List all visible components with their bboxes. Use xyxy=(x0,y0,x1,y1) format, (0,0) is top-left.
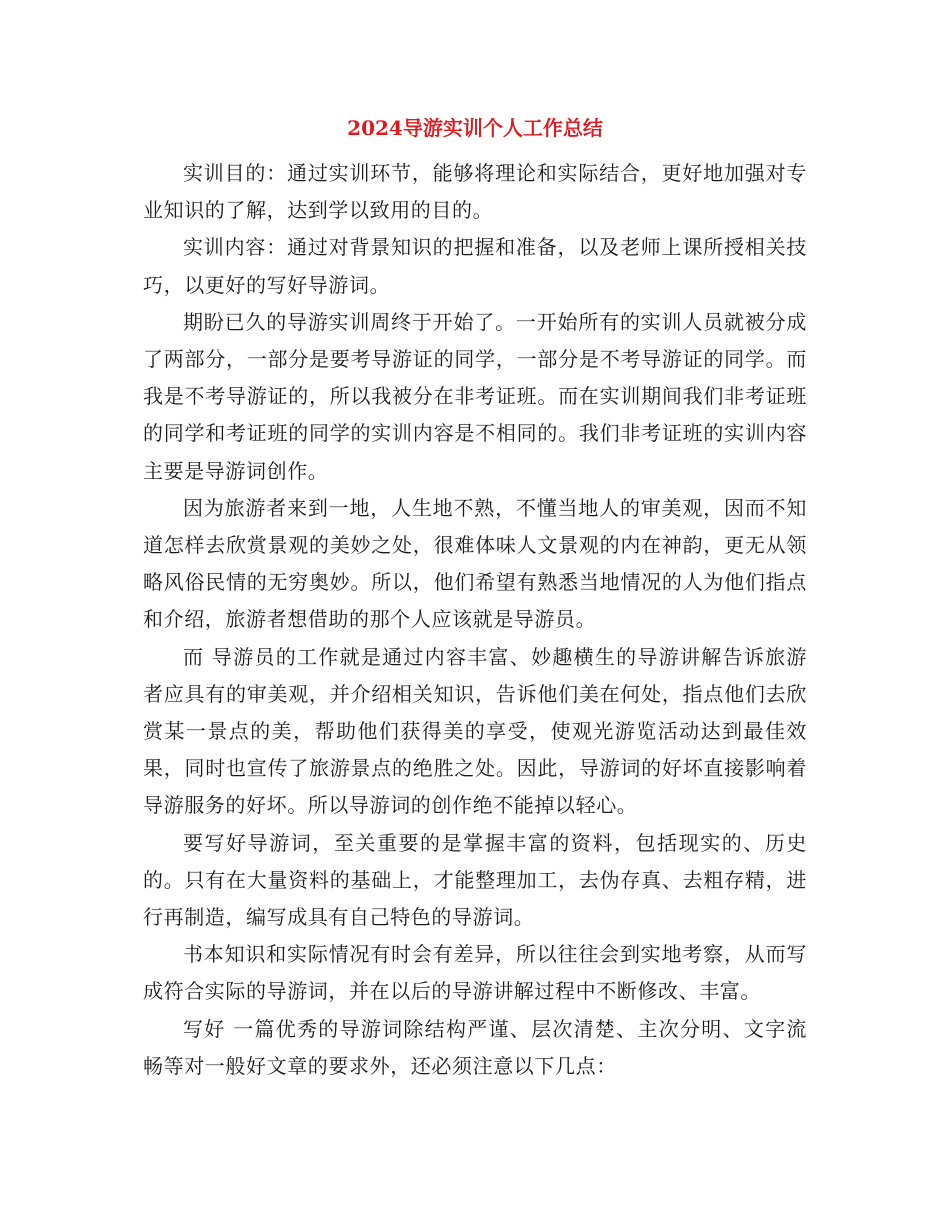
paragraph-purpose: 实训目的：通过实训环节，能够将理论和实际结合，更好地加强对专业知识的了解，达到学以致用的目的。 xyxy=(143,161,807,223)
paragraph-groups: 期盼已久的导游实训周终于开始了。一开始所有的实训人员就被分成了两部分，一部分是要考导游证的同学，一部分是不考导游证的同学。而我是不考导游证的，所以我被分在非考证班。而在实训期间我们非考证班的同学和考证班的同学的实训内容是不相同的。我们非考证班的实训内容主要是导游词创作。 xyxy=(143,309,807,483)
paragraph-content: 实训内容：通过对背景知识的把握和准备，以及老师上课所授相关技巧，以更好的写好导游词。 xyxy=(143,235,807,297)
paragraph-writing-tips: 写好 一篇优秀的导游词除结构严谨、层次清楚、主次分明、文字流畅等对一般好文章的要求外，还必须注意以下几点： xyxy=(143,1016,807,1078)
paragraph-materials: 要写好导游词，至关重要的是掌握丰富的资料，包括现实的、历史的。只有在大量资料的基础上，才能整理加工，去伪存真、去粗存精，进行再制造，编写成具有自己特色的导游词。 xyxy=(143,830,807,930)
paragraph-field-study: 书本知识和实际情况有时会有差异，所以往往会到实地考察，从而写成符合实际的导游词，并在以后的导游讲解过程中不断修改、丰富。 xyxy=(143,942,807,1004)
paragraph-guide-work: 而 导游员的工作就是通过内容丰富、妙趣横生的导游讲解告诉旅游者应具有的审美观，并介绍相关知识，告诉他们美在何处，指点他们去欣赏某一景点的美，帮助他们获得美的享受，使观光游览活动达到最佳效果，同时也宣传了旅游景点的绝胜之处。因此，导游词的好坏直接影响着导游服务的好坏。所以导游词的创作绝不能掉以轻心。 xyxy=(143,644,807,818)
document-title: 2024导游实训个人工作总结 xyxy=(347,116,603,140)
paragraph-tourists: 因为旅游者来到一地，人生地不熟，不懂当地人的审美观，因而不知道怎样去欣赏景观的美妙之处，很难体味人文景观的内在神韵，更无从领略风俗民情的无穷奥妙。所以，他们希望有熟悉当地情况的人为他们指点和介绍，旅游者想借助的那个人应该就是导游员。 xyxy=(143,495,807,632)
document-body xyxy=(143,155,807,1085)
